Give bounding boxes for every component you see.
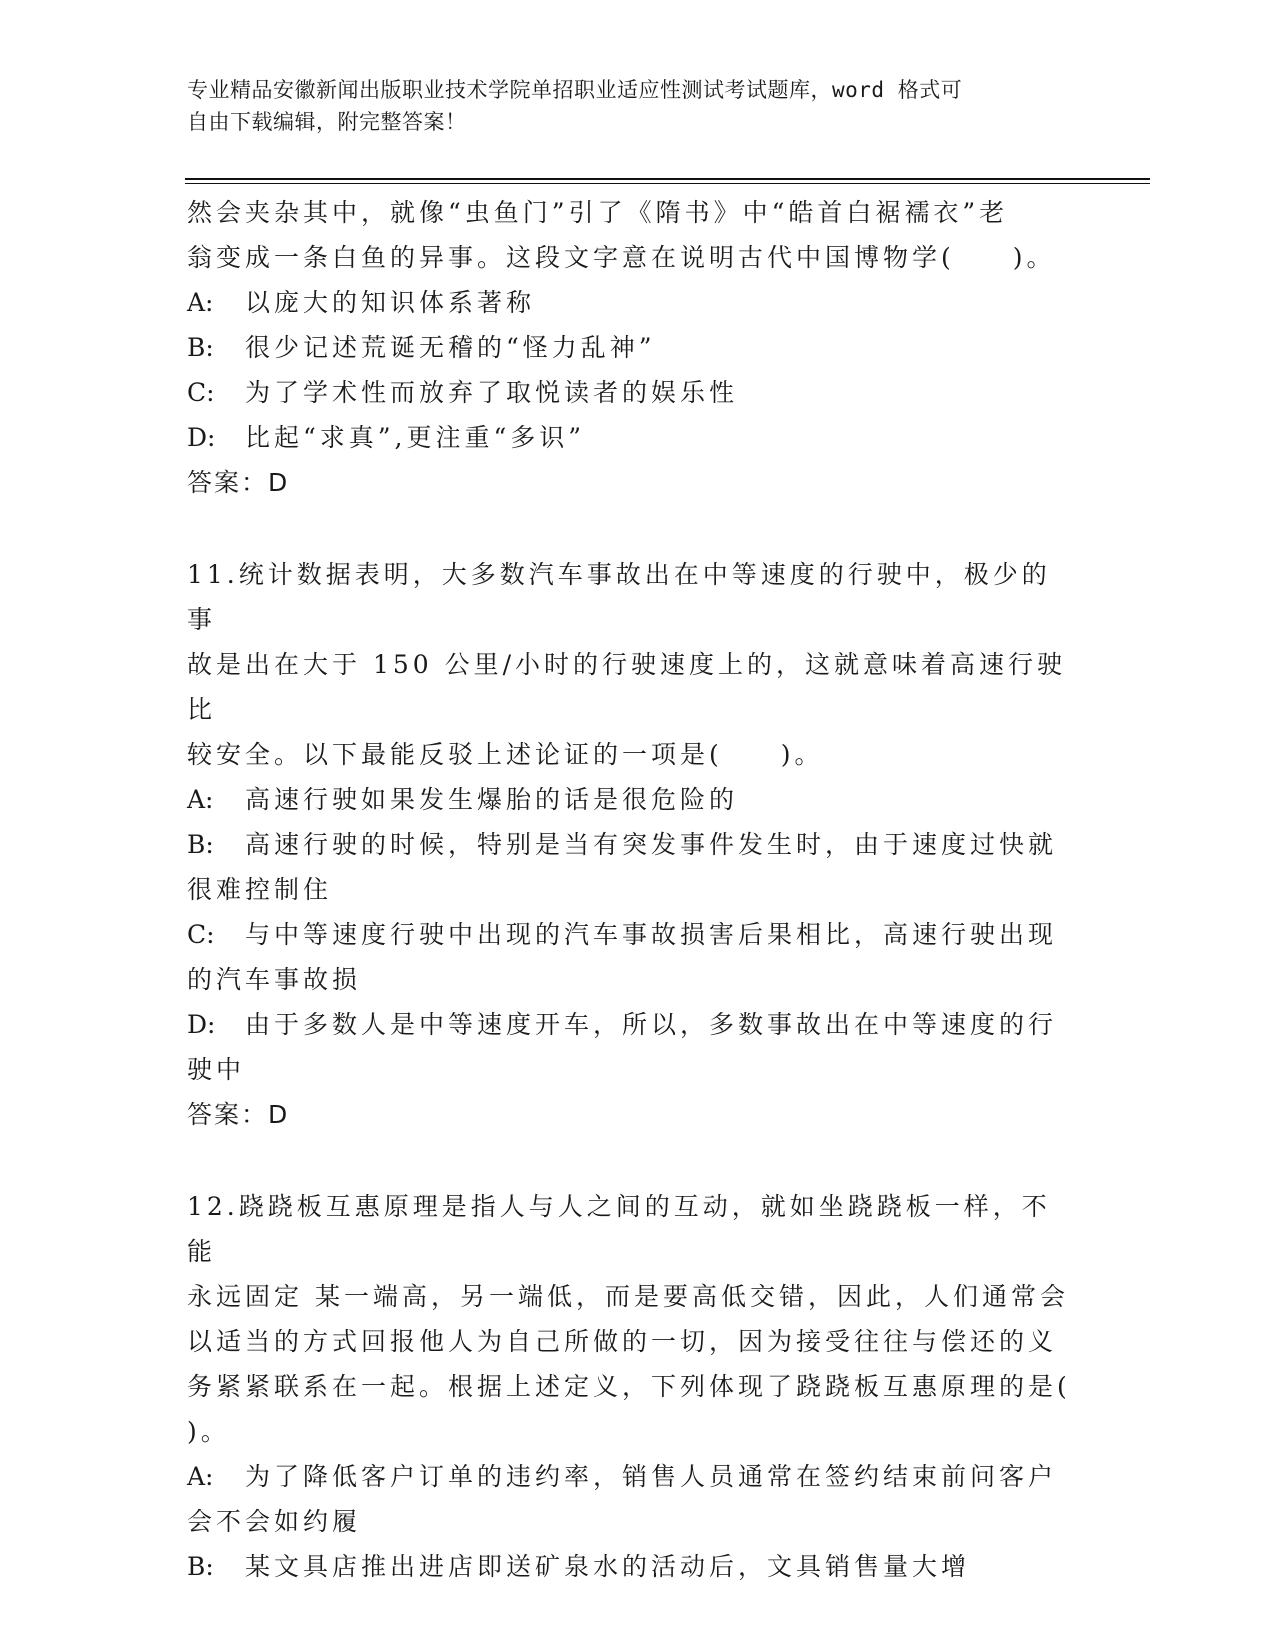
question-content — [187, 190, 1077, 1589]
spacer — [187, 505, 1077, 552]
option-key: A: — [187, 785, 214, 814]
question-stem-line: 以适当的方式回报他人为自己所做的一切，因为接受往往与偿还的义 — [187, 1327, 1058, 1356]
option-d — [187, 1002, 1077, 1047]
question-stem-line: 翁变成一条白鱼的异事。这段文字意在说明古代中国博物学( )。 — [187, 243, 1056, 272]
option-continuation: 会不会如约履 — [187, 1507, 362, 1536]
option-key: A: — [187, 288, 214, 317]
option-key: B: — [187, 830, 214, 859]
question-12 — [187, 1184, 1077, 1589]
option-d — [187, 415, 1077, 460]
answer-line: 答案：D — [187, 1100, 290, 1129]
question-11 — [187, 552, 1077, 1137]
option-key: D: — [187, 1010, 216, 1039]
page-header — [187, 74, 1067, 138]
question-stem-line: 然会夹杂其中，就像“虫鱼门”引了《隋书》中“皓首白裾襦衣”老 — [187, 198, 1009, 227]
option-key: B: — [187, 333, 214, 362]
option-continuation: 很难控制住 — [187, 875, 333, 904]
option-text: 与中等速度行驶中出现的汽车事故损害后果相比，高速行驶出现 — [245, 920, 1058, 949]
question-10 — [187, 190, 1077, 505]
option-key: C: — [187, 920, 215, 949]
option-key: A: — [187, 1462, 214, 1491]
option-c — [187, 912, 1077, 957]
option-a — [187, 280, 1077, 325]
header-rule-thick — [185, 178, 1150, 180]
option-c — [187, 370, 1077, 415]
option-a — [187, 1454, 1077, 1499]
option-key: D: — [187, 423, 216, 452]
option-text: 高速行驶的时候，特别是当有突发事件发生时，由于速度过快就 — [245, 830, 1058, 859]
option-text: 比起“求真”,更注重“多识” — [245, 423, 586, 452]
option-b — [187, 1544, 1077, 1589]
question-stem-line: 故是出在大于 150 公里/小时的行驶速度上的，这就意味着高速行驶比 — [187, 650, 1067, 724]
option-key: C: — [187, 378, 215, 407]
option-text: 高速行驶如果发生爆胎的话是很危险的 — [245, 785, 739, 814]
option-a — [187, 777, 1077, 822]
option-text: 以庞大的知识体系著称 — [245, 288, 536, 317]
header-line-1: 专业精品安徽新闻出版职业技术学院单招职业适应性测试考试题库，word 格式可 — [187, 78, 963, 102]
question-stem-line: 12.跷跷板互惠原理是指人与人之间的互动，就如坐跷跷板一样，不能 — [187, 1192, 1051, 1266]
option-continuation: 驶中 — [187, 1055, 246, 1084]
option-b — [187, 325, 1077, 370]
option-continuation: 的汽车事故损 — [187, 965, 362, 994]
question-stem-line: 较安全。以下最能反驳上述论证的一项是( )。 — [187, 740, 824, 769]
option-text: 由于多数人是中等速度开车，所以，多数事故出在中等速度的行 — [245, 1010, 1058, 1039]
option-key: B: — [187, 1552, 214, 1581]
question-stem-line: 11.统计数据表明，大多数汽车事故出在中等速度的行驶中，极少的事 — [187, 560, 1051, 634]
header-line-2: 自由下载编辑，附完整答案！ — [187, 110, 467, 134]
option-text: 很少记述荒诞无稽的“怪力乱神” — [245, 333, 656, 362]
option-b — [187, 822, 1077, 867]
spacer — [187, 1137, 1077, 1184]
answer-line: 答案：D — [187, 468, 290, 497]
option-text: 为了降低客户订单的违约率，销售人员通常在签约结束前问客户 — [245, 1462, 1058, 1491]
question-stem-line: 务紧紧联系在一起。根据上述定义，下列体现了跷跷板互惠原理的是( — [187, 1372, 1071, 1401]
option-text: 某文具店推出进店即送矿泉水的活动后，文具销售量大增 — [245, 1552, 971, 1581]
option-text: 为了学术性而放弃了取悦读者的娱乐性 — [245, 378, 739, 407]
question-stem-line: 永远固定 某一端高，另一端低，而是要高低交错，因此，人们通常会 — [187, 1282, 1069, 1311]
header-rule-thin — [185, 183, 1150, 184]
question-stem-line: )。 — [187, 1417, 230, 1446]
